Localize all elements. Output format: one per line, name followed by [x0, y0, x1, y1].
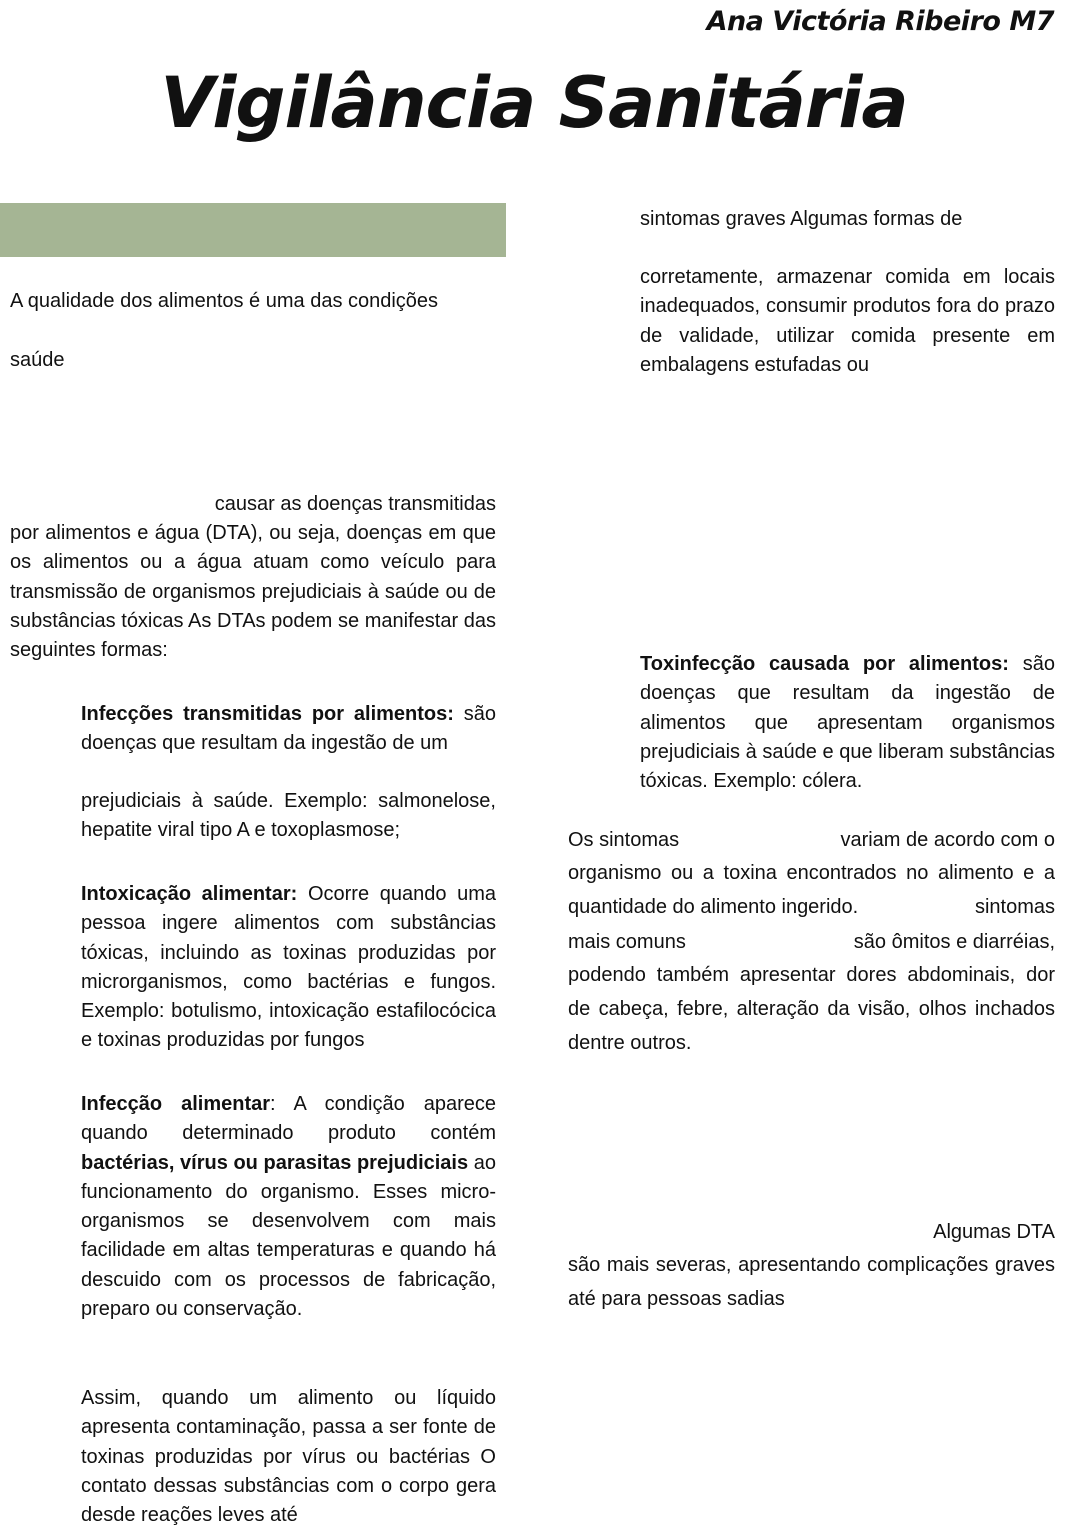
sintomas-graves-line: sintomas graves Algumas formas de [640, 208, 963, 230]
algumas-dta-body: são mais severas, apresentando complicações graves até para pessoas sadias [568, 1254, 1055, 1310]
algumas-dta-line: Algumas DTA [933, 1221, 1055, 1243]
formas-paragraph: corretamente, armazenar comida em locais inadequados, consumir produtos fora do prazo de validade, utilizar comida presente em embalagens estufadas ou [640, 266, 1055, 376]
intoxicacao-term: Intoxicação alimentar: [81, 883, 298, 905]
infeccoes-text-1: são doenças que resultam da ingestão de um [81, 703, 496, 755]
infeccao-alimentar-bold: bactérias, vírus ou parasitas prejudiciais [81, 1151, 469, 1174]
infeccao-alimentar-term: Infecção alimentar [81, 1093, 271, 1115]
infeccao-alimentar-text-2: ao funcionamento do organismo. Esses micro-organismos se desenvolvem com mais facilidade em altas temperaturas e quando há descuido com os processos de fabricação, preparo ou conservação. [81, 1151, 497, 1321]
dta-paragraph: por alimentos e água (DTA), ou seja, doenças em que os alimentos ou a água atuam como veículo para transmissão de organismos prejudiciais à saúde ou de substâncias tóxicas As DTAs podem se manifestar das seguintes formas: [10, 522, 496, 662]
sintomas-body-c: podendo também apresentar dores abdominais, dor de cabeça, febre, alteração da visão, olhos inchados dentre outros. [568, 964, 1055, 1054]
dta-paragraph-start: causar as doenças transmitidas [214, 493, 496, 515]
page-title: Vigilância Sanitária [160, 62, 908, 144]
infeccao-alimentar-item [81, 1090, 496, 1324]
intro-line-2: saúde [10, 349, 65, 371]
infeccao-alimentar-text-1: : A condição aparece quando determinado produto contém [81, 1093, 496, 1145]
intoxicacao-item [81, 880, 496, 1056]
toxinfeccao-item [640, 650, 1055, 796]
sintomas-body-a-text: organismo ou a toxina encontrados no alimento e a quantidade do alimento ingerido. [568, 862, 1055, 918]
sintomas-line-1a: Os sintomas [568, 829, 680, 851]
sintomas-body-b-text: sintomas [974, 895, 1055, 918]
toxinfeccao-text: são doenças que resultam da ingestão de alimentos que apresentam organismos prejudiciais à saúde e que liberam substâncias tóxicas. Exemplo: cólera. [640, 653, 1055, 793]
sintomas-line-4a: mais comuns [568, 931, 686, 953]
author-name: Ana Victória Ribeiro M7 [706, 6, 1054, 37]
assim-paragraph: Assim, quando um alimento ou líquido apresenta contaminação, passa a ser fonte de toxinas produzidas por vírus ou bactérias O contato dessas substâncias com o corpo gera desde reações leves até [81, 1387, 496, 1527]
infeccoes-item-continued: prejudiciais à saúde. Exemplo: salmonelose, hepatite viral tipo A e toxoplasmose; [81, 790, 496, 842]
infeccoes-term: Infecções transmitidas por alimentos: [81, 703, 454, 725]
section-highlight-bar [0, 203, 506, 257]
toxinfeccao-term: Toxinfecção causada por alimentos: [640, 653, 1009, 675]
intoxicacao-text: Ocorre quando uma pessoa ingere alimentos com substâncias tóxicas, incluindo as toxinas produzidas por microrganismos, como bactérias e fungos. Exemplo: botulismo, intoxicação estafilocócica e toxinas produzidas por fungos [81, 883, 496, 1052]
sintomas-line-4b: são ômitos e diarréias, [853, 931, 1055, 953]
sintomas-body-a [568, 857, 1055, 925]
intro-line-1: A qualidade dos alimentos é uma das condições [10, 290, 439, 312]
infeccoes-item [81, 700, 496, 759]
sintomas-line-1b: variam de acordo com o [840, 829, 1055, 851]
